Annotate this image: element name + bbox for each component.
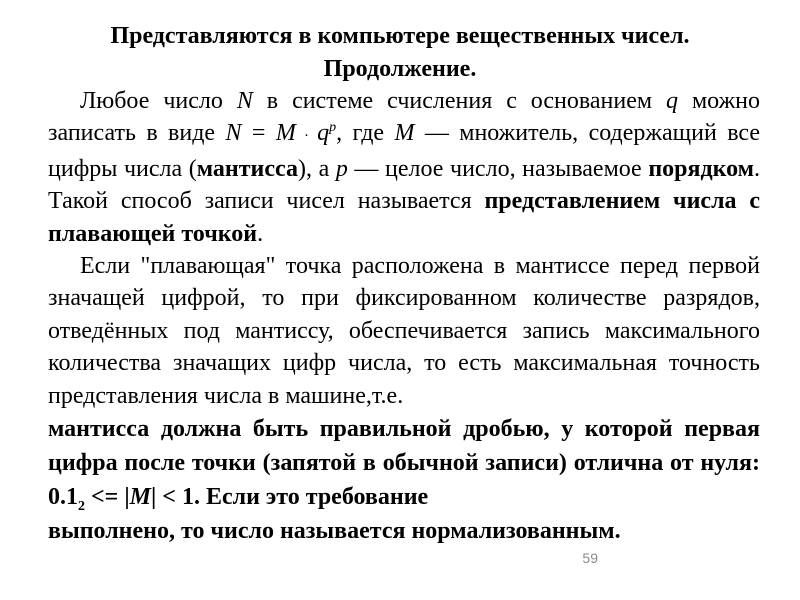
text-run: Любое число [80, 88, 237, 114]
slide-body [48, 85, 760, 548]
text-run: | < 1. Если это требование [150, 484, 429, 511]
variable-m: M [129, 484, 151, 511]
slide-title: Представляются в компьютере вещественных чисел. [110, 23, 690, 49]
text-run: — множитель, содержащий все цифры числа ( [48, 120, 760, 182]
variable-q: q [666, 88, 679, 114]
text-run: мантисса должна быть правильной дробью, у которой первая цифра после точки (запятой в обычной записи) отлична от нуля: 0.1 [48, 416, 760, 511]
slide-subtitle: Продолжение. [323, 56, 477, 82]
text-run: . Такой способ записи чисел называется [48, 155, 761, 215]
text-run: в системе счисления с основанием [252, 88, 667, 114]
exponent-p: p [329, 120, 337, 136]
variable-q: q [317, 120, 330, 147]
term-order: порядком [648, 155, 755, 182]
text-run: = [241, 120, 276, 147]
term-floating-point: представлением числа с плавающей точкой [48, 188, 761, 247]
term-mantissa: мантисса [196, 155, 298, 182]
variable-m: M [275, 120, 296, 147]
page-number: 59 [582, 550, 598, 566]
paragraph-floating-point-definition [48, 85, 760, 250]
variable-n: N [225, 120, 242, 147]
paragraph-mantissa-placement: Если "плавающая" точка расположена в мантиссе перед первой значащей цифрой, то при фиксированном количестве разрядов, отведённых под мантиссу, обеспечивается запись максимального количества значащих цифр числа, то есть максимальная точность представления числа в машине,т.е. [48, 253, 760, 409]
variable-n: N [236, 88, 253, 114]
text-run: . [257, 220, 264, 247]
text-run: можно записать в виде [48, 88, 761, 147]
text-run: , где [336, 120, 395, 147]
subscript-base: 2 [78, 498, 85, 514]
multiply-dot: · [295, 128, 318, 145]
text-run: ), а [297, 155, 336, 182]
text-run: <= | [85, 484, 130, 511]
paragraph-normalization-rule [48, 412, 760, 548]
text-run: выполнено, то число называется нормализованным. [48, 518, 621, 545]
variable-p: p [335, 155, 348, 182]
variable-m: M [394, 120, 415, 147]
text-run: — целое число, называемое [347, 155, 649, 182]
